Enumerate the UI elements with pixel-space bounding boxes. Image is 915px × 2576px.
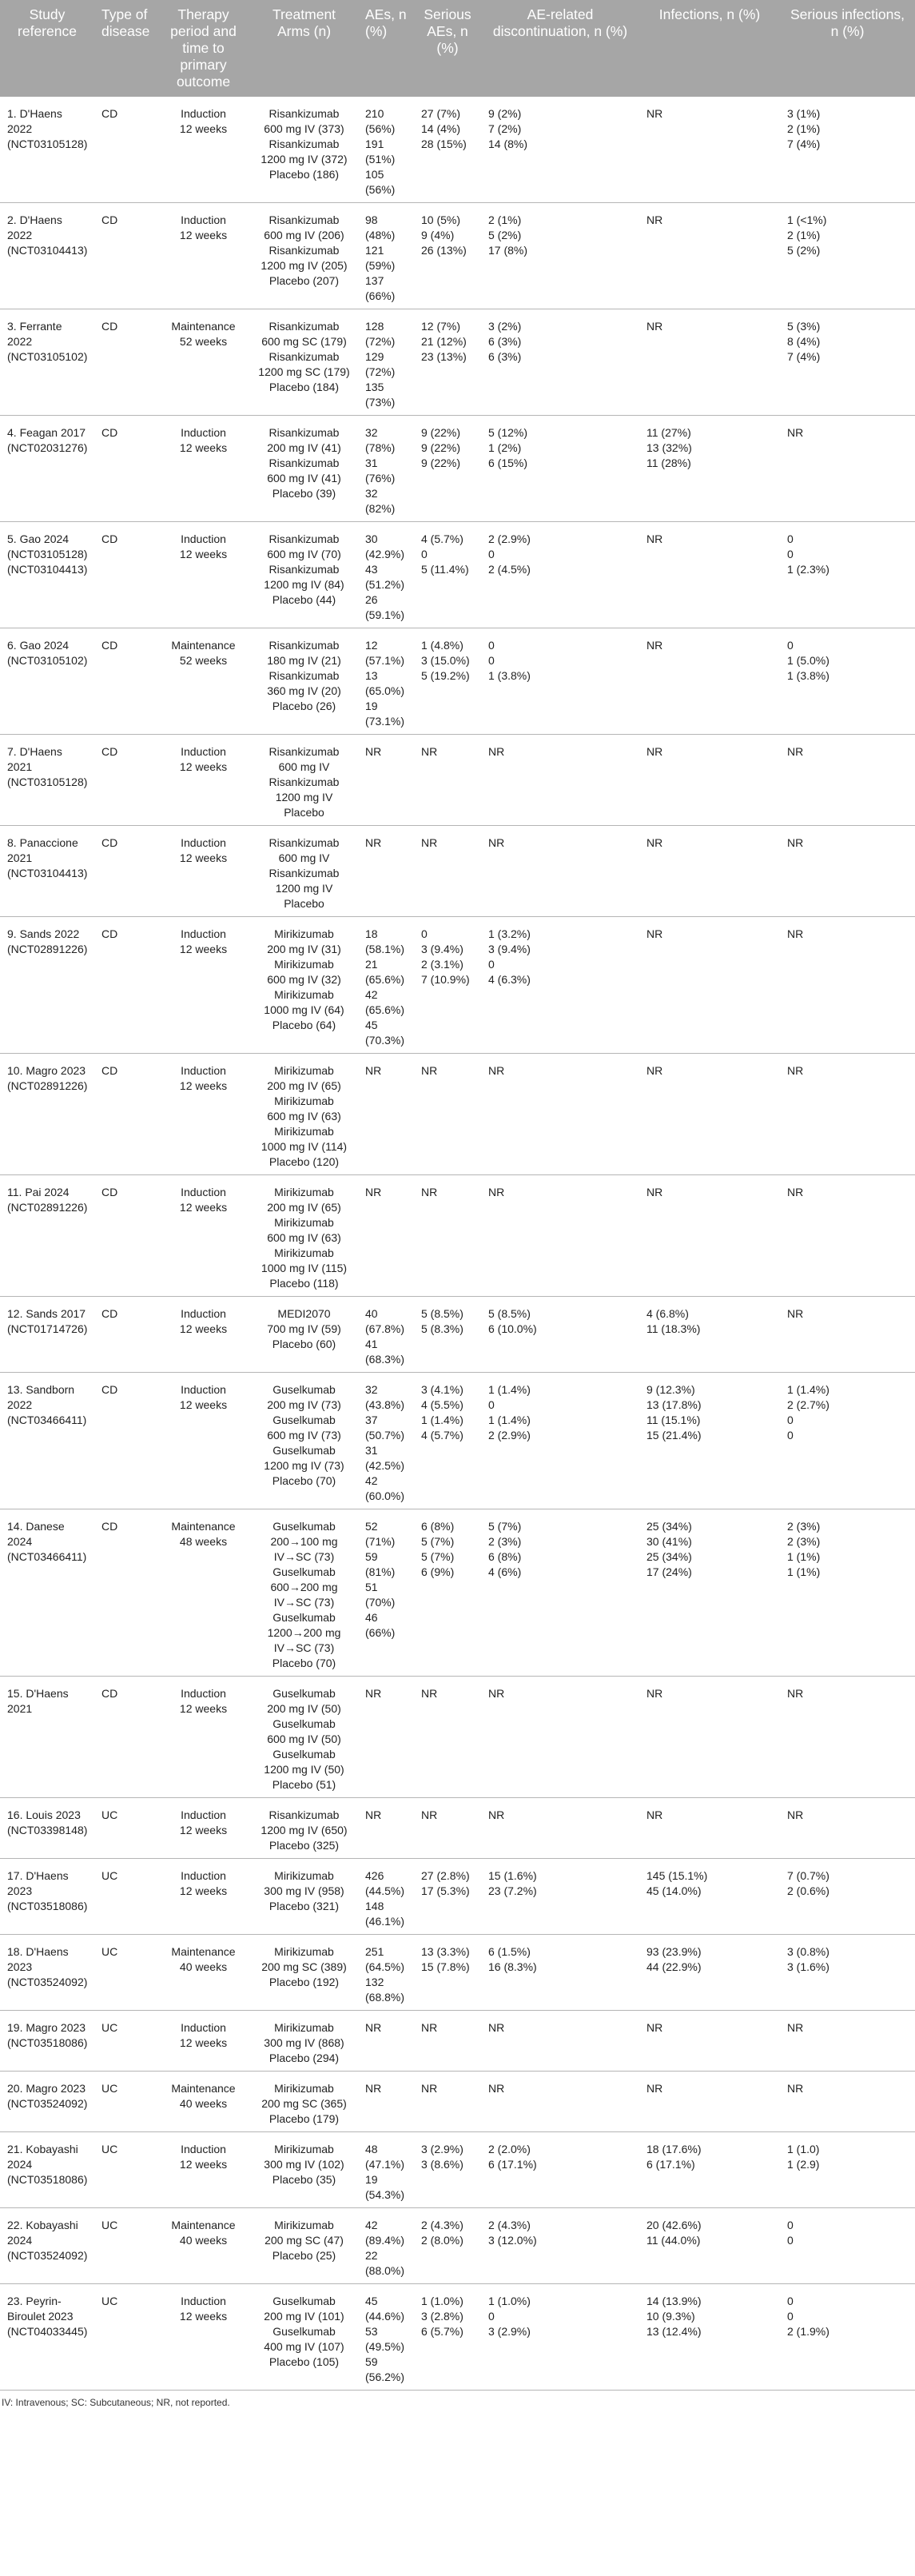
arms-cell: Mirikizumab 200 mg SC (365) Placebo (179) bbox=[250, 2072, 358, 2132]
discontinuation-cell: NR bbox=[481, 1798, 639, 1859]
arms-cell: Guselkumab 200 mg IV (73) Guselkumab 600 mg IV (73) Guselkumab 1200 mg IV (73) Placebo (70) bbox=[250, 1373, 358, 1509]
table-row bbox=[0, 1798, 915, 1859]
table-row bbox=[0, 2011, 915, 2072]
infections-cell: NR bbox=[639, 1054, 780, 1175]
infections-cell: NR bbox=[639, 2011, 780, 2072]
study-cell: 21. Kobayashi 2024 (NCT03518086) bbox=[0, 2132, 94, 2208]
infections-cell: 145 (15.1%) 45 (14.0%) bbox=[639, 1859, 780, 1935]
aes-cell: 210 (56%) 191 (51%) 105 (56%) bbox=[358, 97, 414, 203]
serious-infections-cell: NR bbox=[780, 1175, 915, 1297]
disease-cell: CD bbox=[94, 1677, 157, 1798]
period-cell: Maintenance 40 weeks bbox=[157, 2072, 250, 2132]
serious-infections-cell: NR bbox=[780, 735, 915, 826]
serious-infections-cell: NR bbox=[780, 1677, 915, 1798]
arms-cell: Risankizumab 600 mg SC (179) Risankizumab 1200 mg SC (179) Placebo (184) bbox=[250, 309, 358, 416]
disease-cell: UC bbox=[94, 1859, 157, 1935]
serious-infections-cell: NR bbox=[780, 2011, 915, 2072]
serious-aes-cell: 3 (2.9%) 3 (8.6%) bbox=[414, 2132, 481, 2208]
study-cell: 19. Magro 2023 (NCT03518086) bbox=[0, 2011, 94, 2072]
table-row bbox=[0, 2208, 915, 2284]
study-cell: 3. Ferrante 2022 (NCT03105102) bbox=[0, 309, 94, 416]
disease-cell: CD bbox=[94, 1509, 157, 1677]
arms-cell: Risankizumab 600 mg IV (70) Risankizumab 1200 mg IV (84) Placebo (44) bbox=[250, 522, 358, 628]
disease-cell: UC bbox=[94, 2011, 157, 2072]
aes-cell: NR bbox=[358, 2011, 414, 2072]
period-cell: Induction 12 weeks bbox=[157, 522, 250, 628]
disease-cell: UC bbox=[94, 1935, 157, 2011]
table-body bbox=[0, 97, 915, 2391]
discontinuation-cell: 15 (1.6%) 23 (7.2%) bbox=[481, 1859, 639, 1935]
serious-infections-cell: 2 (3%) 2 (3%) 1 (1%) 1 (1%) bbox=[780, 1509, 915, 1677]
disease-cell: CD bbox=[94, 416, 157, 522]
infections-cell: NR bbox=[639, 826, 780, 917]
study-cell: 2. D'Haens 2022 (NCT03104413) bbox=[0, 203, 94, 309]
serious-aes-cell: 1 (4.8%) 3 (15.0%) 5 (19.2%) bbox=[414, 628, 481, 735]
infections-cell: NR bbox=[639, 309, 780, 416]
discontinuation-cell: 5 (8.5%) 6 (10.0%) bbox=[481, 1297, 639, 1373]
arms-cell: MEDI2070 700 mg IV (59) Placebo (60) bbox=[250, 1297, 358, 1373]
period-cell: Induction 12 weeks bbox=[157, 1677, 250, 1798]
infections-cell: NR bbox=[639, 203, 780, 309]
discontinuation-cell: NR bbox=[481, 1677, 639, 1798]
serious-infections-cell: NR bbox=[780, 826, 915, 917]
discontinuation-cell: NR bbox=[481, 735, 639, 826]
discontinuation-cell: 1 (1.0%) 0 3 (2.9%) bbox=[481, 2284, 639, 2391]
infections-cell: 20 (42.6%) 11 (44.0%) bbox=[639, 2208, 780, 2284]
serious-aes-cell: 5 (8.5%) 5 (8.3%) bbox=[414, 1297, 481, 1373]
aes-cell: 128 (72%) 129 (72%) 135 (73%) bbox=[358, 309, 414, 416]
serious-aes-cell: NR bbox=[414, 2072, 481, 2132]
aes-cell: 32 (43.8%) 37 (50.7%) 31 (42.5%) 42 (60.0%) bbox=[358, 1373, 414, 1509]
period-cell: Induction 12 weeks bbox=[157, 1798, 250, 1859]
table-footnote: IV: Intravenous; SC: Subcutaneous; NR, not reported. bbox=[2, 2397, 230, 2408]
period-cell: Induction 12 weeks bbox=[157, 97, 250, 203]
disease-cell: UC bbox=[94, 2284, 157, 2391]
aes-cell: 52 (71%) 59 (81%) 51 (70%) 46 (66%) bbox=[358, 1509, 414, 1677]
discontinuation-cell: NR bbox=[481, 826, 639, 917]
disease-cell: UC bbox=[94, 2132, 157, 2208]
period-cell: Maintenance 52 weeks bbox=[157, 309, 250, 416]
discontinuation-cell: 6 (1.5%) 16 (8.3%) bbox=[481, 1935, 639, 2011]
period-cell: Induction 12 weeks bbox=[157, 1297, 250, 1373]
disease-cell: CD bbox=[94, 1175, 157, 1297]
header-cell: Type of disease bbox=[94, 0, 157, 97]
serious-infections-cell: 3 (1%) 2 (1%) 7 (4%) bbox=[780, 97, 915, 203]
serious-aes-cell: 27 (7%) 14 (4%) 28 (15%) bbox=[414, 97, 481, 203]
header-cell: Therapy period and time to primary outcome bbox=[157, 0, 250, 97]
aes-cell: 45 (44.6%) 53 (49.5%) 59 (56.2%) bbox=[358, 2284, 414, 2391]
serious-aes-cell: 0 3 (9.4%) 2 (3.1%) 7 (10.9%) bbox=[414, 917, 481, 1054]
serious-infections-cell: 7 (0.7%) 2 (0.6%) bbox=[780, 1859, 915, 1935]
serious-infections-cell: 0 0 2 (1.9%) bbox=[780, 2284, 915, 2391]
aes-cell: 18 (58.1%) 21 (65.6%) 42 (65.6%) 45 (70.3%) bbox=[358, 917, 414, 1054]
table-row bbox=[0, 416, 915, 522]
discontinuation-cell: 2 (2.9%) 0 2 (4.5%) bbox=[481, 522, 639, 628]
serious-infections-cell: NR bbox=[780, 1798, 915, 1859]
study-cell: 14. Danese 2024 (NCT03466411) bbox=[0, 1509, 94, 1677]
aes-cell: NR bbox=[358, 735, 414, 826]
study-cell: 15. D'Haens 2021 bbox=[0, 1677, 94, 1798]
discontinuation-cell: 2 (4.3%) 3 (12.0%) bbox=[481, 2208, 639, 2284]
arms-cell: Risankizumab 600 mg IV Risankizumab 1200 mg IV Placebo bbox=[250, 826, 358, 917]
table-row bbox=[0, 1297, 915, 1373]
period-cell: Induction 12 weeks bbox=[157, 1175, 250, 1297]
discontinuation-cell: 1 (3.2%) 3 (9.4%) 0 4 (6.3%) bbox=[481, 917, 639, 1054]
arms-cell: Mirikizumab 200 mg IV (65) Mirikizumab 600 mg IV (63) Mirikizumab 1000 mg IV (115) Placebo (118) bbox=[250, 1175, 358, 1297]
serious-infections-cell: NR bbox=[780, 917, 915, 1054]
study-cell: 12. Sands 2017 (NCT01714726) bbox=[0, 1297, 94, 1373]
serious-aes-cell: 3 (4.1%) 4 (5.5%) 1 (1.4%) 4 (5.7%) bbox=[414, 1373, 481, 1509]
table-row bbox=[0, 97, 915, 203]
table-row bbox=[0, 2284, 915, 2391]
table-row bbox=[0, 309, 915, 416]
discontinuation-cell: NR bbox=[481, 1175, 639, 1297]
header-cell: Serious AEs, n (%) bbox=[414, 0, 481, 97]
arms-cell: Mirikizumab 300 mg IV (958) Placebo (321) bbox=[250, 1859, 358, 1935]
discontinuation-cell: NR bbox=[481, 2011, 639, 2072]
period-cell: Maintenance 40 weeks bbox=[157, 1935, 250, 2011]
disease-cell: CD bbox=[94, 628, 157, 735]
table-row bbox=[0, 1054, 915, 1175]
period-cell: Induction 12 weeks bbox=[157, 1054, 250, 1175]
study-cell: 10. Magro 2023 (NCT02891226) bbox=[0, 1054, 94, 1175]
table-row bbox=[0, 1373, 915, 1509]
study-cell: 1. D'Haens 2022 (NCT03105128) bbox=[0, 97, 94, 203]
table-row bbox=[0, 628, 915, 735]
infections-cell: NR bbox=[639, 917, 780, 1054]
period-cell: Induction 12 weeks bbox=[157, 203, 250, 309]
serious-infections-cell: NR bbox=[780, 1297, 915, 1373]
arms-cell: Risankizumab 600 mg IV Risankizumab 1200 mg IV Placebo bbox=[250, 735, 358, 826]
serious-infections-cell: NR bbox=[780, 2072, 915, 2132]
serious-aes-cell: 13 (3.3%) 15 (7.8%) bbox=[414, 1935, 481, 2011]
header-cell: AEs, n (%) bbox=[358, 0, 414, 97]
serious-aes-cell: 12 (7%) 21 (12%) 23 (13%) bbox=[414, 309, 481, 416]
infections-cell: 25 (34%) 30 (41%) 25 (34%) 17 (24%) bbox=[639, 1509, 780, 1677]
study-cell: 22. Kobayashi 2024 (NCT03524092) bbox=[0, 2208, 94, 2284]
discontinuation-cell: 3 (2%) 6 (3%) 6 (3%) bbox=[481, 309, 639, 416]
table-row bbox=[0, 735, 915, 826]
serious-aes-cell: NR bbox=[414, 2011, 481, 2072]
serious-aes-cell: NR bbox=[414, 735, 481, 826]
discontinuation-cell: 0 0 1 (3.8%) bbox=[481, 628, 639, 735]
aes-cell: 30 (42.9%) 43 (51.2%) 26 (59.1%) bbox=[358, 522, 414, 628]
discontinuation-cell: 5 (12%) 1 (2%) 6 (15%) bbox=[481, 416, 639, 522]
infections-cell: 11 (27%) 13 (32%) 11 (28%) bbox=[639, 416, 780, 522]
arms-cell: Risankizumab 180 mg IV (21) Risankizumab 360 mg IV (20) Placebo (26) bbox=[250, 628, 358, 735]
disease-cell: CD bbox=[94, 203, 157, 309]
infections-cell: NR bbox=[639, 735, 780, 826]
study-cell: 8. Panaccione 2021 (NCT03104413) bbox=[0, 826, 94, 917]
arms-cell: Mirikizumab 200 mg SC (47) Placebo (25) bbox=[250, 2208, 358, 2284]
arms-cell: Mirikizumab 200 mg IV (65) Mirikizumab 600 mg IV (63) Mirikizumab 1000 mg IV (114) Placebo (120) bbox=[250, 1054, 358, 1175]
aes-cell: NR bbox=[358, 1798, 414, 1859]
study-cell: 11. Pai 2024 (NCT02891226) bbox=[0, 1175, 94, 1297]
infections-cell: NR bbox=[639, 1175, 780, 1297]
discontinuation-cell: 9 (2%) 7 (2%) 14 (8%) bbox=[481, 97, 639, 203]
table-row bbox=[0, 1677, 915, 1798]
serious-aes-cell: 10 (5%) 9 (4%) 26 (13%) bbox=[414, 203, 481, 309]
infections-cell: NR bbox=[639, 2072, 780, 2132]
table-row bbox=[0, 917, 915, 1054]
discontinuation-cell: 2 (1%) 5 (2%) 17 (8%) bbox=[481, 203, 639, 309]
aes-cell: 98 (48%) 121 (59%) 137 (66%) bbox=[358, 203, 414, 309]
arms-cell: Risankizumab 600 mg IV (373) Risankizumab 1200 mg IV (372) Placebo (186) bbox=[250, 97, 358, 203]
header-row bbox=[0, 0, 915, 97]
discontinuation-cell: NR bbox=[481, 2072, 639, 2132]
arms-cell: Risankizumab 600 mg IV (206) Risankizumab 1200 mg IV (205) Placebo (207) bbox=[250, 203, 358, 309]
infections-cell: 14 (13.9%) 10 (9.3%) 13 (12.4%) bbox=[639, 2284, 780, 2391]
serious-infections-cell: 0 0 1 (2.3%) bbox=[780, 522, 915, 628]
study-cell: 17. D'Haens 2023 (NCT03518086) bbox=[0, 1859, 94, 1935]
aes-cell: NR bbox=[358, 1175, 414, 1297]
period-cell: Maintenance 52 weeks bbox=[157, 628, 250, 735]
serious-aes-cell: NR bbox=[414, 1054, 481, 1175]
aes-cell: NR bbox=[358, 1054, 414, 1175]
disease-cell: UC bbox=[94, 2072, 157, 2132]
disease-cell: CD bbox=[94, 522, 157, 628]
period-cell: Induction 12 weeks bbox=[157, 735, 250, 826]
period-cell: Induction 12 weeks bbox=[157, 1859, 250, 1935]
aes-cell: 48 (47.1%) 19 (54.3%) bbox=[358, 2132, 414, 2208]
aes-cell: 12 (57.1%) 13 (65.0%) 19 (73.1%) bbox=[358, 628, 414, 735]
header-cell: AE-related discontinuation, n (%) bbox=[481, 0, 639, 97]
serious-infections-cell: 1 (<1%) 2 (1%) 5 (2%) bbox=[780, 203, 915, 309]
disease-cell: CD bbox=[94, 309, 157, 416]
aes-cell: NR bbox=[358, 2072, 414, 2132]
infections-cell: 18 (17.6%) 6 (17.1%) bbox=[639, 2132, 780, 2208]
serious-aes-cell: 9 (22%) 9 (22%) 9 (22%) bbox=[414, 416, 481, 522]
study-cell: 16. Louis 2023 (NCT03398148) bbox=[0, 1798, 94, 1859]
arms-cell: Guselkumab 200→100 mg IV→SC (73) Guselkumab 600→200 mg IV→SC (73) Guselkumab 1200→200 mg IV→SC (73) Placebo (70) bbox=[250, 1509, 358, 1677]
arms-cell: Mirikizumab 200 mg IV (31) Mirikizumab 600 mg IV (32) Mirikizumab 1000 mg IV (64) Placebo (64) bbox=[250, 917, 358, 1054]
serious-aes-cell: NR bbox=[414, 1798, 481, 1859]
discontinuation-cell: NR bbox=[481, 1054, 639, 1175]
discontinuation-cell: 2 (2.0%) 6 (17.1%) bbox=[481, 2132, 639, 2208]
table-row bbox=[0, 1509, 915, 1677]
infections-cell: NR bbox=[639, 97, 780, 203]
serious-infections-cell: NR bbox=[780, 416, 915, 522]
table-row bbox=[0, 2132, 915, 2208]
infections-cell: 4 (6.8%) 11 (18.3%) bbox=[639, 1297, 780, 1373]
aes-cell: 251 (64.5%) 132 (68.8%) bbox=[358, 1935, 414, 2011]
header-cell: Serious infections, n (%) bbox=[780, 0, 915, 97]
aes-cell: 42 (89.4%) 22 (88.0%) bbox=[358, 2208, 414, 2284]
serious-aes-cell: 1 (1.0%) 3 (2.8%) 6 (5.7%) bbox=[414, 2284, 481, 2391]
serious-aes-cell: NR bbox=[414, 1175, 481, 1297]
disease-cell: UC bbox=[94, 1798, 157, 1859]
disease-cell: CD bbox=[94, 917, 157, 1054]
serious-aes-cell: 6 (8%) 5 (7%) 5 (7%) 6 (9%) bbox=[414, 1509, 481, 1677]
study-cell: 5. Gao 2024 (NCT03105128) (NCT03104413) bbox=[0, 522, 94, 628]
aes-cell: 426 (44.5%) 148 (46.1%) bbox=[358, 1859, 414, 1935]
period-cell: Induction 12 weeks bbox=[157, 1373, 250, 1509]
period-cell: Induction 12 weeks bbox=[157, 416, 250, 522]
arms-cell: Mirikizumab 300 mg IV (102) Placebo (35) bbox=[250, 2132, 358, 2208]
serious-infections-cell: 3 (0.8%) 3 (1.6%) bbox=[780, 1935, 915, 2011]
serious-infections-cell: 0 1 (5.0%) 1 (3.8%) bbox=[780, 628, 915, 735]
aes-cell: NR bbox=[358, 1677, 414, 1798]
study-cell: 7. D'Haens 2021 (NCT03105128) bbox=[0, 735, 94, 826]
infections-cell: NR bbox=[639, 522, 780, 628]
disease-cell: CD bbox=[94, 1297, 157, 1373]
study-cell: 9. Sands 2022 (NCT02891226) bbox=[0, 917, 94, 1054]
table-row bbox=[0, 203, 915, 309]
study-cell: 6. Gao 2024 (NCT03105102) bbox=[0, 628, 94, 735]
study-cell: 23. Peyrin- Biroulet 2023 (NCT04033445) bbox=[0, 2284, 94, 2391]
period-cell: Maintenance 40 weeks bbox=[157, 2208, 250, 2284]
discontinuation-cell: 1 (1.4%) 0 1 (1.4%) 2 (2.9%) bbox=[481, 1373, 639, 1509]
period-cell: Induction 12 weeks bbox=[157, 2284, 250, 2391]
arms-cell: Mirikizumab 300 mg IV (868) Placebo (294) bbox=[250, 2011, 358, 2072]
table-row bbox=[0, 1175, 915, 1297]
period-cell: Induction 12 weeks bbox=[157, 917, 250, 1054]
infections-cell: NR bbox=[639, 628, 780, 735]
serious-infections-cell: 0 0 bbox=[780, 2208, 915, 2284]
serious-aes-cell: 2 (4.3%) 2 (8.0%) bbox=[414, 2208, 481, 2284]
header-cell: Infections, n (%) bbox=[639, 0, 780, 97]
disease-cell: CD bbox=[94, 1054, 157, 1175]
infections-cell: 9 (12.3%) 13 (17.8%) 11 (15.1%) 15 (21.4%) bbox=[639, 1373, 780, 1509]
serious-infections-cell: 1 (1.0) 1 (2.9) bbox=[780, 2132, 915, 2208]
period-cell: Induction 12 weeks bbox=[157, 2011, 250, 2072]
header-cell: Study reference bbox=[0, 0, 94, 97]
table-row bbox=[0, 2072, 915, 2132]
arms-cell: Risankizumab 200 mg IV (41) Risankizumab 600 mg IV (41) Placebo (39) bbox=[250, 416, 358, 522]
table-row bbox=[0, 1859, 915, 1935]
aes-cell: 32 (78%) 31 (76%) 32 (82%) bbox=[358, 416, 414, 522]
table-row bbox=[0, 522, 915, 628]
study-cell: 4. Feagan 2017 (NCT02031276) bbox=[0, 416, 94, 522]
discontinuation-cell: 5 (7%) 2 (3%) 6 (8%) 4 (6%) bbox=[481, 1509, 639, 1677]
period-cell: Induction 12 weeks bbox=[157, 826, 250, 917]
serious-aes-cell: 4 (5.7%) 0 5 (11.4%) bbox=[414, 522, 481, 628]
header-cell: Treatment Arms (n) bbox=[250, 0, 358, 97]
period-cell: Maintenance 48 weeks bbox=[157, 1509, 250, 1677]
serious-aes-cell: NR bbox=[414, 826, 481, 917]
arms-cell: Guselkumab 200 mg IV (101) Guselkumab 400 mg IV (107) Placebo (105) bbox=[250, 2284, 358, 2391]
period-cell: Induction 12 weeks bbox=[157, 2132, 250, 2208]
infections-cell: NR bbox=[639, 1677, 780, 1798]
disease-cell: CD bbox=[94, 1373, 157, 1509]
aes-cell: 40 (67.8%) 41 (68.3%) bbox=[358, 1297, 414, 1373]
study-cell: 18. D'Haens 2023 (NCT03524092) bbox=[0, 1935, 94, 2011]
infections-cell: NR bbox=[639, 1798, 780, 1859]
table-row bbox=[0, 1935, 915, 2011]
serious-infections-cell: NR bbox=[780, 1054, 915, 1175]
aes-cell: NR bbox=[358, 826, 414, 917]
disease-cell: CD bbox=[94, 826, 157, 917]
serious-aes-cell: NR bbox=[414, 1677, 481, 1798]
disease-cell: UC bbox=[94, 2208, 157, 2284]
disease-cell: CD bbox=[94, 735, 157, 826]
disease-cell: CD bbox=[94, 97, 157, 203]
serious-infections-cell: 5 (3%) 8 (4%) 7 (4%) bbox=[780, 309, 915, 416]
arms-cell: Risankizumab 1200 mg IV (650) Placebo (325) bbox=[250, 1798, 358, 1859]
study-cell: 20. Magro 2023 (NCT03524092) bbox=[0, 2072, 94, 2132]
study-cell: 13. Sandborn 2022 (NCT03466411) bbox=[0, 1373, 94, 1509]
serious-infections-cell: 1 (1.4%) 2 (2.7%) 0 0 bbox=[780, 1373, 915, 1509]
arms-cell: Guselkumab 200 mg IV (50) Guselkumab 600 mg IV (50) Guselkumab 1200 mg IV (50) Placebo (51) bbox=[250, 1677, 358, 1798]
arms-cell: Mirikizumab 200 mg SC (389) Placebo (192) bbox=[250, 1935, 358, 2011]
serious-aes-cell: 27 (2.8%) 17 (5.3%) bbox=[414, 1859, 481, 1935]
table-row bbox=[0, 826, 915, 917]
infections-cell: 93 (23.9%) 44 (22.9%) bbox=[639, 1935, 780, 2011]
